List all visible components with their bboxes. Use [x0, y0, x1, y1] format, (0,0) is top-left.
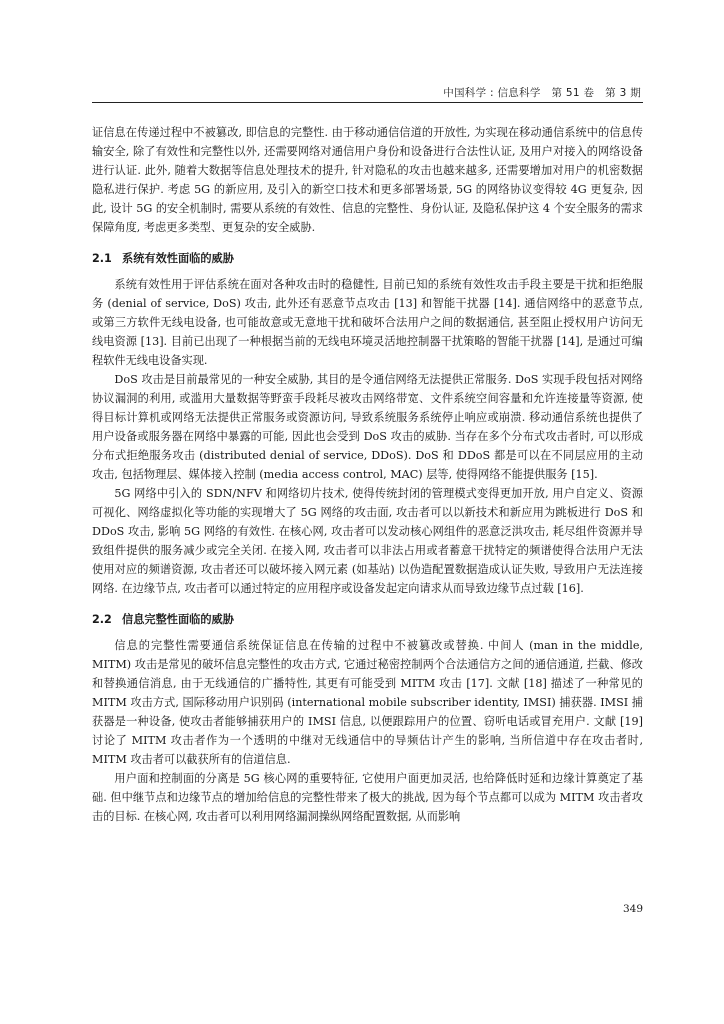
section-title: 系统有效性面临的威胁 — [122, 252, 234, 265]
page-body — [92, 123, 643, 826]
journal-running-title: 中国科学 : 信息科学 第 51 卷 第 3 期 — [443, 87, 641, 99]
section-number: 2.1 — [92, 252, 112, 265]
section-heading-2-2 — [92, 610, 643, 629]
body-paragraph: 用户面和控制面的分离是 5G 核心网的重要特征, 它使用户面更加灵活, 也给降低时延和边缘计算奠定了基础. 但中继节点和边缘节点的增加给信息的完整性带来了极大的挑战, 因为每个节点都可以成为 MITM 攻击者攻击的目标. 在核心网, 攻击者可以利用网络漏洞操纵网络配置数据, 从而影响 — [92, 772, 643, 823]
section-heading-2-1 — [92, 249, 643, 268]
body-paragraph: 信息的完整性需要通信系统保证信息在传输的过程中不被篡改或替换. 中间人 (man in the middle, MITM) 攻击是常见的破坏信息完整性的攻击方式, 它通过秘密控制两个合法通信方之间的通信通道, 拦截、修改和替换通信消息, 由于无线通信的广播特性, 其更有可能受到 MITM 攻击 [17]. 文献 [18] 描述了一种常见的 MITM 攻击方式, 国际移动用户识别码 (international mobile subscriber identity, IMSI) 捕获器. IMSI 捕获器是一种设备, 使攻击者能够捕获用户的 IMSI 信息, 以便跟踪用户的位置、窃听电话或冒充用户. 文献 [19] 讨论了 MITM 攻击者作为一个透明的中继对无线通信中的导频估计产生的影响, 当所信道中存在攻击者时, MITM 攻击者可以截获所有的信道信息. — [92, 639, 643, 766]
body-paragraph: 系统有效性用于评估系统在面对各种攻击时的稳健性, 目前已知的系统有效性攻击手段主要是干扰和拒绝服务 (denial of service, DoS) 攻击, 此外还有恶意节点攻击 [13] 和智能干扰器 [14]. 通信网络中的恶意节点, 或第三方软件无线电设备, 也可能故意或无意地干扰和破坏合法用户之间的数据通信, 甚至阻止授权用户访问无线电资源 [13]. 目前已出现了一种根据当前的无线电环境灵活地控制器干扰策略的智能干扰器 [14], 是通过可编程软件无线电设备实现. — [92, 278, 643, 367]
page-number: 349 — [622, 903, 643, 915]
running-header — [92, 82, 643, 103]
body-paragraph: DoS 攻击是目前最常见的一种安全威胁, 其目的是令通信网络无法提供正常服务. DoS 实现手段包括对网络协议漏洞的利用, 或滥用大量数据等野蛮手段耗尽被攻击网络带宽、文件系统空间容量和允许连接量等资源, 使得目标计算机或网络无法提供正常服务或资源访问, 导致系统服务系统停止响应或崩溃. 移动通信系统也提供了用户设备或服务器在网络中暴露的可能, 因此也会受到 DoS 攻击的威胁. 当存在多个分布式攻击者时, 可以形成分布式拒绝服务攻击 (distributed denial of service, DDoS). DoS 和 DDoS 都是可以在不同层应用的主动攻击, 包括物理层、媒体接入控制 (media access control, MAC) 层等, 使得网络不能提供服务 [15]. — [92, 373, 643, 481]
section-number: 2.2 — [92, 613, 112, 626]
intro-paragraph: 证信息在传递过程中不被篡改, 即信息的完整性. 由于移动通信信道的开放性, 为实现在移动通信系统中的信息传输安全, 除了有效性和完整性以外, 还需要网络对通信用户身份和设备进行合法性认证, 及用户对接入的网络设备进行认证. 此外, 随着大数据等信息处理技术的提升, 针对隐私的攻击也越来越多, 还需要增加对用户的机密数据隐私进行保护. 考虑 5G 的新应用, 及引入的新空口技术和更多部署场景, 5G 的网络协议变得较 4G 更复杂, 因此, 设计 5G 的安全机制时, 需要从系统的有效性、信息的完整性、身份认证, 及隐私保护这 4 个安全服务的需求保障角度, 考虑更多类型、更复杂的安全威胁. — [92, 126, 643, 234]
body-paragraph: 5G 网络中引入的 SDN/NFV 和网络切片技术, 使得传统封闭的管理模式变得更加开放, 用户自定义、资源可视化、网络虚拟化等功能的实现增大了 5G 网络的攻击面, 攻击者可以以新技术和新应用为跳板进行 DoS 和 DDoS 攻击, 影响 5G 网络的有效性. 在核心网, 攻击者可以发动核心网组件的恶意泛洪攻击, 耗尽组件资源并导致组件提供的服务减少或完全关闭. 在接入网, 攻击者可以非法占用或者蓄意干扰特定的频谱使得合法用户无法使用对应的频谱资源, 攻击者还可以破坏接入网元素 (如基站) 以伪造配置数据造成认证失败, 导致用户无法连接网络. 在边缘节点, 攻击者可以通过特定的应用程序或设备发起定向请求从而导致边缘节点过载 [16]. — [92, 487, 643, 595]
section-title: 信息完整性面临的威胁 — [122, 613, 234, 626]
